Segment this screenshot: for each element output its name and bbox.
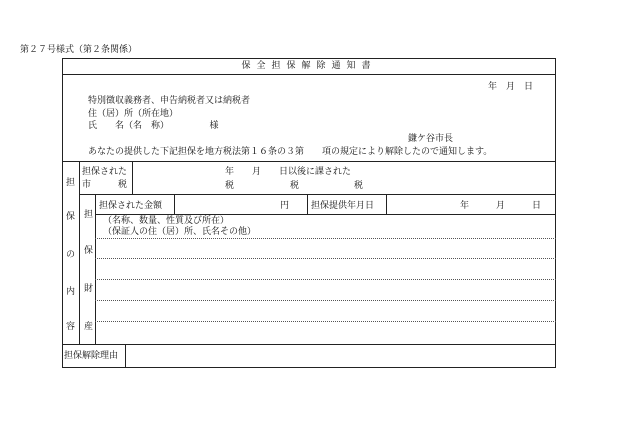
- writing-line: [95, 258, 556, 259]
- title-divider: [62, 74, 556, 75]
- writing-line: [95, 238, 556, 239]
- tax-word: 税: [290, 181, 300, 191]
- yen-unit: 円: [280, 201, 290, 211]
- section-divider: [62, 161, 556, 162]
- amount-label-divider: [174, 194, 175, 214]
- recipient-type: 特別徴収義務者、申告納税者又は納税者: [88, 96, 251, 106]
- imposed-after-date: 年 月 日以後に課された: [225, 167, 352, 177]
- writing-line: [95, 321, 556, 322]
- recipient-address-label: 住（居）所（所在地）: [88, 109, 179, 119]
- writing-line: [95, 300, 556, 301]
- notice-text: あなたの提供した下記担保を地方税法第１６条の３第 項の規定により解除したので通知します。: [88, 147, 493, 157]
- content-label-char: 保: [66, 212, 76, 222]
- form-title: 保全担保解除通知書: [241, 61, 377, 71]
- secured-tax-label-2: 市 税: [82, 180, 128, 190]
- reason-label-divider: [125, 344, 126, 368]
- content-label-char: 内: [66, 287, 76, 297]
- reason-row-divider: [62, 344, 556, 345]
- provided-date-divider: [386, 194, 387, 214]
- provided-date-value: 年 月 日: [460, 201, 542, 211]
- left-column-divider: [79, 161, 80, 344]
- property-note-guarantor: （保証人の住（居）所、氏名その他）: [103, 227, 257, 237]
- tax-word: 税: [354, 181, 364, 191]
- property-label-char: 財: [84, 284, 94, 294]
- secured-tax-label: 担保された: [82, 167, 128, 177]
- amount-value-divider: [307, 194, 308, 214]
- row1-label-divider: [132, 161, 133, 194]
- provided-date-label: 担保提供年月日: [311, 201, 375, 211]
- amount-row-divider: [95, 214, 556, 215]
- recipient-name-label: 氏 名（名 称） 様: [88, 121, 219, 131]
- secured-amount-label: 担保された金額: [99, 201, 163, 211]
- content-label-char: 容: [66, 322, 76, 332]
- row1-divider: [79, 194, 556, 195]
- date-line: 年 月 日: [488, 82, 534, 92]
- property-label-char: 産: [84, 322, 94, 332]
- property-label-char: 保: [84, 246, 94, 256]
- tax-word: 税: [225, 181, 235, 191]
- content-label-char: 担: [66, 178, 76, 188]
- issuer-name: 鎌ケ谷市長: [408, 134, 454, 144]
- content-label-char: の: [66, 250, 76, 260]
- property-label-char: 担: [84, 210, 94, 220]
- release-reason-label: 担保解除理由: [64, 351, 119, 361]
- form-number: 第２７号様式（第２条関係）: [20, 45, 138, 55]
- property-note-description: （名称、数量、性質及び所在）: [103, 216, 230, 226]
- writing-line: [95, 279, 556, 280]
